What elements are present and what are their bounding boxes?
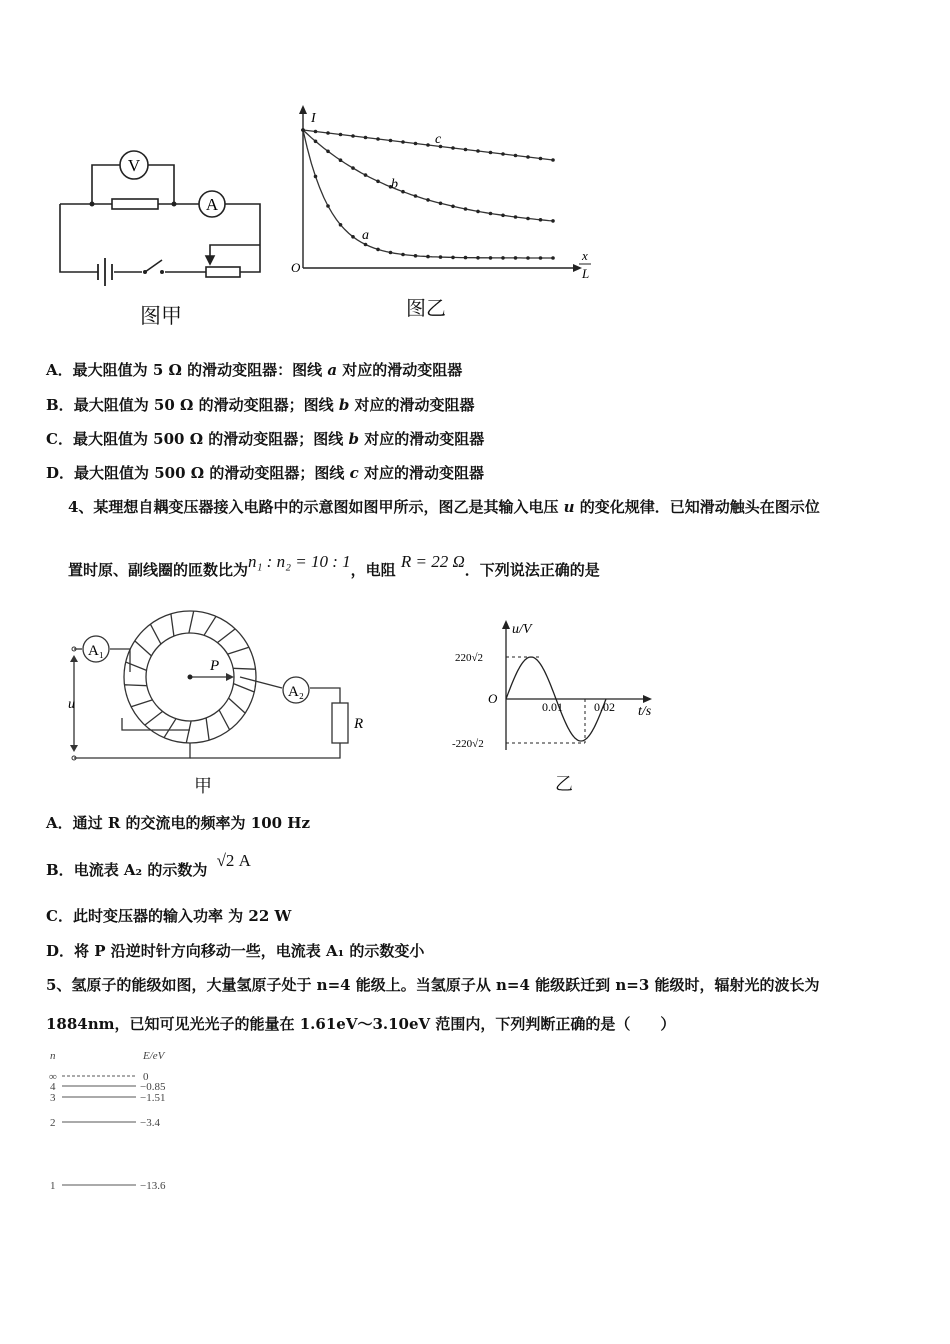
curve-a-point: [476, 256, 480, 260]
curve-b-point: [476, 210, 480, 214]
fig1-caption-yi: 图乙: [406, 296, 446, 320]
curve-b-point: [489, 212, 493, 216]
tick-0-02: 0.02: [594, 700, 615, 714]
coil-winding: [164, 719, 176, 738]
curve-b-point: [439, 202, 443, 206]
curve-b-point: [539, 218, 543, 222]
curve-c-point: [414, 142, 418, 146]
curve-c-point: [339, 133, 343, 137]
level-e-4: −0.85: [140, 1081, 166, 1093]
curve-a: [303, 130, 553, 258]
level-n-1: 1: [50, 1180, 56, 1192]
curve-a-point: [451, 256, 455, 260]
curve-b-point: [501, 214, 505, 218]
resistor-r-label: R: [354, 716, 364, 732]
curve-b-point: [426, 198, 430, 202]
coil-winding: [219, 710, 230, 730]
q4-option-c: C．此时变压器的输入功率 为 22 W: [46, 907, 292, 925]
q4-ratio-formula: n₁ : n₂ = 10 : 1: [248, 552, 351, 571]
curve-c-point: [314, 130, 318, 134]
curve-c-point: [389, 139, 393, 143]
u-axis-label: u/V: [512, 622, 532, 637]
curve-b-point: [451, 205, 455, 209]
curve-a-point: [351, 235, 355, 239]
energy-level-diagram: [40, 1045, 200, 1195]
curve-a-point: [464, 256, 468, 260]
curve-c-point: [326, 131, 330, 135]
curve-b-point: [526, 217, 530, 221]
fig1-graph: [285, 100, 605, 290]
q4-option-a: A．通过 R 的交流电的频率为 100 Hz: [46, 814, 310, 832]
curve-b-point: [551, 219, 555, 223]
coil-winding: [217, 629, 235, 643]
coil-winding: [228, 647, 249, 654]
curve-a-point: [439, 255, 443, 259]
tick-0-01: 0.01: [542, 700, 563, 714]
curve-c-point: [401, 140, 405, 144]
coil-winding: [229, 698, 246, 713]
ammeter-a1-label: A₁: [87, 643, 105, 659]
curve-a-point: [314, 175, 318, 179]
curve-a-point: [301, 128, 305, 132]
curve-a-point: [339, 223, 343, 227]
t-axis-label: t/s: [638, 704, 652, 719]
level-e-3: −1.51: [140, 1092, 166, 1104]
coil-winding: [189, 611, 194, 633]
level-n-4: 4: [50, 1081, 56, 1093]
curve-c-point: [489, 151, 493, 155]
level-n-3: 3: [50, 1092, 56, 1104]
q4-resistance-formula: R = 22 Ω: [400, 552, 465, 571]
curve-c-point: [514, 154, 518, 158]
coil-winding: [135, 641, 152, 656]
q4-transformer-diagram: [60, 600, 380, 775]
curve-b-point: [514, 215, 518, 219]
curve-c-point: [451, 146, 455, 150]
coil-winding: [145, 711, 163, 725]
curve-a-point: [389, 251, 393, 255]
q5-stem-line1: 5、氢原子的能级如图，大量氢原子处于 n=4 能级上。当氢原子从 n=4 能级跃迁到 n=3 能级时，辐射光的波长为: [46, 976, 820, 994]
curve-c-point: [464, 148, 468, 152]
curve-a-point: [526, 256, 530, 260]
curve-b-point: [464, 207, 468, 211]
curve-b-point: [364, 173, 368, 177]
curve-c-point: [501, 152, 505, 156]
curve-c-point: [426, 143, 430, 147]
curve-c-point: [364, 136, 368, 140]
fig1-caption-jia: 图甲: [140, 304, 182, 328]
u-min-label: -220√2: [452, 738, 484, 750]
curve-b-point: [339, 158, 343, 162]
curve-b-point: [414, 194, 418, 198]
q3-option-c: C．最大阻值为 500 Ω 的滑动变阻器；图线 b 对应的滑动变阻器: [46, 430, 485, 448]
u-graph-origin: O: [488, 691, 498, 706]
coil-winding: [234, 684, 255, 692]
q4-voltage-graph: [450, 615, 665, 755]
u-max-label: 220√2: [455, 652, 484, 664]
ammeter-a2-label: A₂: [287, 684, 305, 700]
coil-winding: [131, 700, 152, 707]
curve-c-point: [351, 134, 355, 138]
curve-b-point: [376, 180, 380, 184]
coil-winding: [125, 685, 147, 686]
q4-caption-yi: 乙: [555, 774, 573, 795]
q4-stem-line2: 置时原、副线圈的匝数比为n₁ : n₂ = 10 : 1，电阻 R = 22 Ω．下列说法正确的是: [68, 552, 600, 579]
q3-option-a: A．最大阻值为 5 Ω 的滑动变阻器：图线 a 对应的滑动变阻器: [46, 361, 463, 379]
q4-option-b: B．电流表 A₂ 的示数为 √2 A: [46, 851, 251, 879]
curve-label-c: c: [435, 132, 442, 147]
q3-option-d: D．最大阻值为 500 Ω 的滑动变阻器；图线 c 对应的滑动变阻器: [46, 464, 484, 482]
curve-b-point: [326, 150, 330, 154]
curve-label-b: b: [391, 177, 398, 192]
graph-origin: O: [291, 260, 301, 275]
curve-a-point: [489, 256, 493, 260]
coil-winding: [186, 721, 191, 743]
q3-option-b: B．最大阻值为 50 Ω 的滑动变阻器；图线 b 对应的滑动变阻器: [46, 396, 475, 414]
curve-c-point: [476, 149, 480, 153]
ammeter-label: A: [205, 195, 219, 214]
q4-caption-jia: 甲: [194, 776, 212, 797]
curve-b-point: [314, 140, 318, 144]
graph-y-label: I: [311, 111, 316, 126]
coil-winding: [204, 616, 216, 635]
curve-b-point: [401, 190, 405, 194]
energy-n-header: n: [50, 1050, 56, 1062]
level-n-2: 2: [50, 1117, 56, 1129]
slider-p-label: P: [210, 658, 220, 674]
curve-a-point: [514, 256, 518, 260]
curve-c-point: [551, 158, 555, 162]
curve-b-point: [351, 166, 355, 170]
curve-a-point: [539, 256, 543, 260]
q4-option-b-formula: √2 A: [216, 851, 251, 870]
curve-a-point: [364, 243, 368, 247]
curve-c-point: [539, 157, 543, 161]
level-e-1: −13.6: [140, 1180, 166, 1192]
coil-winding: [206, 718, 209, 740]
level-n-inf: ∞: [49, 1071, 57, 1083]
level-e-inf: 0: [143, 1071, 149, 1083]
voltmeter-label: V: [127, 156, 141, 175]
curve-a-point: [426, 255, 430, 259]
curve-a-point: [376, 248, 380, 252]
curve-a-point: [501, 256, 505, 260]
input-voltage-u-label: u: [68, 697, 75, 712]
curve-a-point: [551, 256, 555, 260]
curve-a-point: [414, 254, 418, 258]
coil-winding: [126, 662, 147, 670]
curve-c-point: [526, 155, 530, 159]
q4-option-d: D．将 P 沿逆时针方向移动一些，电流表 A₁ 的示数变小: [46, 942, 425, 960]
coil-winding: [150, 624, 161, 644]
q4-stem-line1: 4、某理想自耦变压器接入电路中的示意图如图甲所示，图乙是其输入电压 u 的变化规律．已知滑动触头在图示位: [68, 498, 820, 516]
curve-label-a: a: [362, 228, 369, 243]
coil-winding: [233, 668, 255, 669]
curve-a-point: [326, 204, 330, 208]
curve-a-point: [401, 253, 405, 257]
q5-stem-line2: 1884nm，已知可见光光子的能量在 1.61eV～3.10eV 范围内，下列判断正确的是（ ）: [46, 1015, 676, 1033]
graph-x-num: x: [582, 248, 588, 263]
coil-winding: [171, 614, 174, 636]
graph-x-den: L: [582, 266, 590, 281]
curve-c-point: [376, 137, 380, 141]
energy-e-header: E/eV: [143, 1050, 165, 1062]
level-e-2: −3.4: [140, 1117, 160, 1129]
